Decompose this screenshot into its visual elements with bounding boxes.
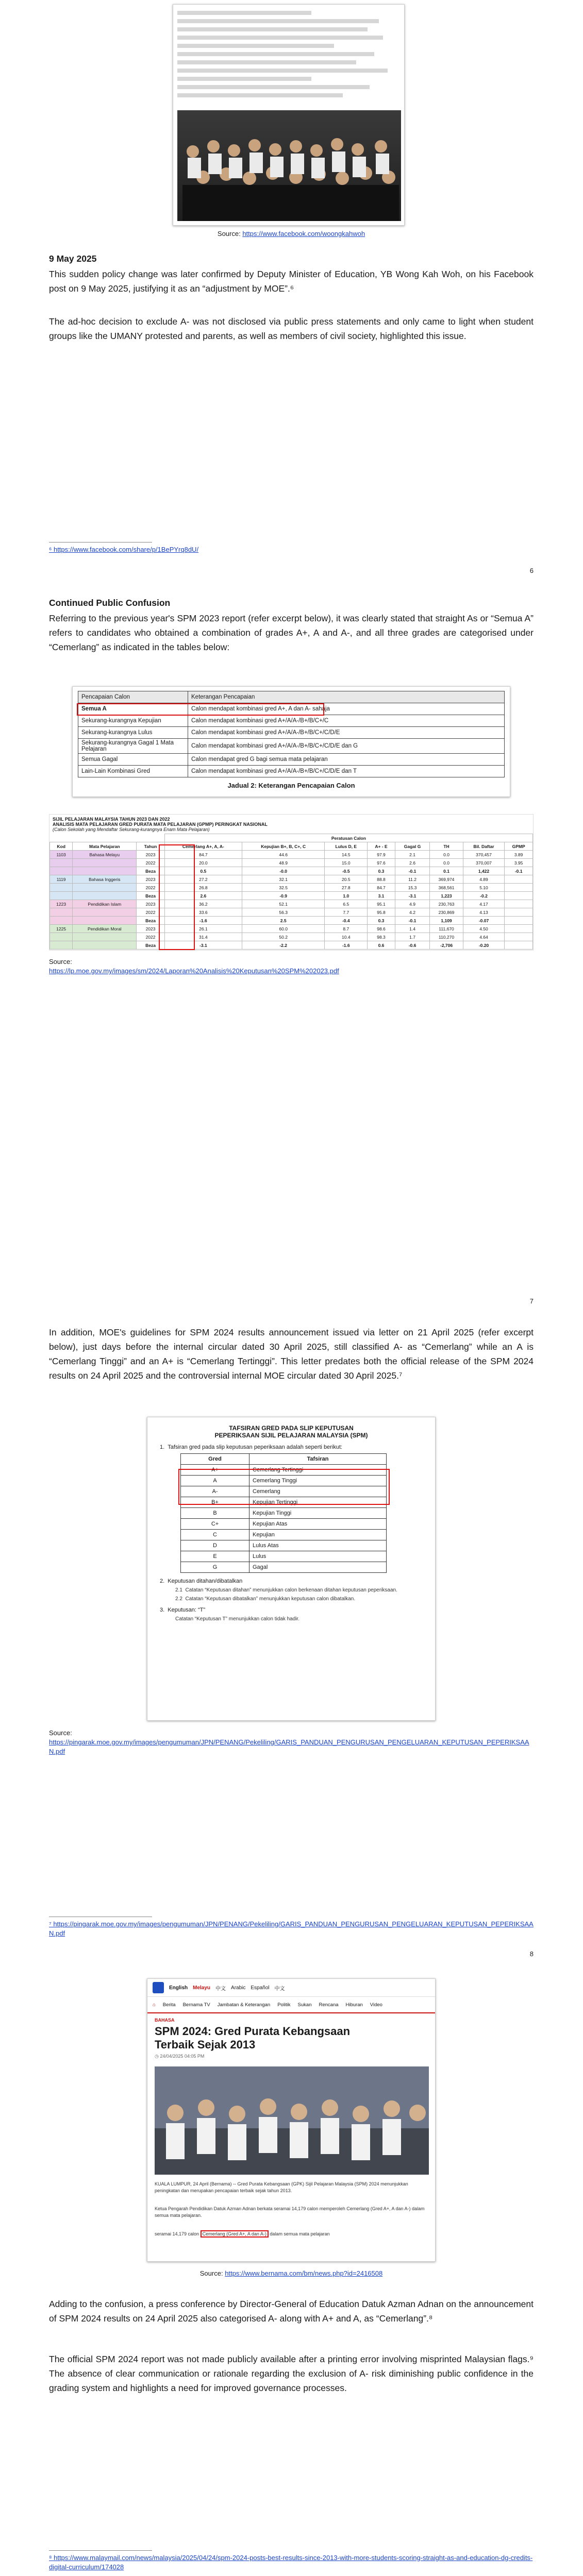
column-header: Bil. Daftar [463, 842, 505, 851]
table-cell: 97.9 [368, 851, 395, 859]
table-cell [50, 892, 73, 900]
table-cell: 98.3 [368, 933, 395, 941]
table-cell: 15.3 [395, 884, 430, 892]
grade-cell: C+ [181, 1519, 249, 1530]
nav-link[interactable]: Hiburan [345, 2002, 363, 2008]
table-cell: Lain-Lain Kombinasi Gred [78, 766, 188, 777]
table-row [50, 867, 533, 875]
table-cell: 8.7 [325, 925, 368, 933]
nav-link[interactable]: Jambatan & Keterangan [217, 2002, 271, 2008]
table-cell: 36.2 [164, 900, 242, 908]
table-cell: Semua Gagal [78, 754, 188, 766]
table-cell: 230,763 [430, 900, 463, 908]
page-number: 8 [529, 1950, 534, 1958]
interpretation-cell: Lulus Atas [249, 1540, 387, 1551]
column-header: TH [430, 842, 463, 851]
table-cell: Sekurang-kurangnya Lulus [78, 727, 188, 739]
source-prefix: Source: [217, 230, 243, 238]
grade-cell: E [181, 1551, 249, 1562]
item-number: 2.2 [175, 1596, 186, 1602]
column-header: Kepujian B+, B, C+, C [242, 842, 325, 851]
table-cell: 110,270 [430, 933, 463, 941]
article-excerpt: KUALA LUMPUR, 24 April (Bernama) -- Gred Purata Kebangsaan (GPK) Sijil Pelajaran Malaysia (SPM) 2024 menunjukkan peningkatan dan merupakan pencapaian terbaik sejak tahun 2013. [155, 2181, 408, 2193]
table-cell: 88.8 [368, 875, 395, 884]
table-cell: 2.5 [242, 917, 325, 925]
item-number: 2. [160, 1578, 168, 1584]
table-cell: 0.3 [368, 867, 395, 875]
table-cell: -1.6 [325, 941, 368, 950]
post-date: 9 May 2025 [49, 253, 97, 264]
source-link[interactable]: https://pingarak.moe.gov.my/images/pengumuman/JPN/PENANG/Pekeliling/GARIS_PANDUAN_PENGURUSAN_PENGELUARAN_KEPUTUSAN_PEPERIKSAAN.pdf [49, 1738, 529, 1755]
table-cell [73, 892, 137, 900]
table-cell: 50.2 [242, 933, 325, 941]
page-6 [49, 0, 534, 582]
lang-link[interactable]: Melayu [193, 1985, 211, 1991]
table-cell: 3.95 [505, 859, 533, 867]
home-icon[interactable]: ⌂ [153, 2002, 156, 2008]
table-cell: 2023 [137, 900, 164, 908]
spm-analysis-table-image [49, 814, 534, 951]
interpretation-cell: Cemerlang Tertinggi [249, 1465, 387, 1476]
page-number: 7 [529, 1297, 534, 1305]
table-cell: 1.7 [395, 933, 430, 941]
table-cell: 11.2 [395, 875, 430, 884]
table-cell: 7.7 [325, 908, 368, 917]
interpretation-cell: Gagal [249, 1562, 387, 1573]
table-title: SIJIL PELAJARAN MALAYSIA TAHUN 2023 DAN 2022 [53, 817, 170, 822]
grade-row [181, 1530, 387, 1540]
table-cell: 370,457 [463, 851, 505, 859]
column-header: Kod [50, 842, 73, 851]
column-header: GPMP [505, 842, 533, 851]
nav-link[interactable]: Berita [162, 2002, 176, 2008]
bernama-logo [153, 1982, 164, 1993]
language-bar [147, 1979, 435, 1997]
highlight-line [155, 2231, 330, 2236]
paragraph: The ad-hoc decision to exclude A- was not disclosed via public press statements and only came to light when student groups like the UMANY protested and parents, as well as members of civil society, highlighted this issue. [49, 316, 534, 341]
grade-row [181, 1540, 387, 1551]
grade-row [181, 1551, 387, 1562]
table-cell [50, 867, 73, 875]
table-cell: 52.1 [242, 900, 325, 908]
table-cell: Beza [137, 867, 164, 875]
table-row [50, 925, 533, 933]
source-prefix: Source: [199, 2269, 225, 2277]
table-cell: 2022 [137, 859, 164, 867]
doc-text: Catatan “Keputusan T” menunjukkan calon tidak hadir. [175, 1616, 300, 1622]
table-cell: 1,422 [463, 867, 505, 875]
table-cell: 0.1 [430, 867, 463, 875]
table-cell: 3.89 [505, 851, 533, 859]
table-cell: 97.6 [368, 859, 395, 867]
table-cell: -0.1 [395, 917, 430, 925]
table-cell: 26.8 [164, 884, 242, 892]
section-heading: Continued Public Confusion [49, 598, 171, 608]
table-cell: 33.6 [164, 908, 242, 917]
lang-link[interactable]: Arabic [231, 1985, 246, 1991]
table-cell: -0.0 [242, 867, 325, 875]
table-cell: 31.4 [164, 933, 242, 941]
table-cell: 2023 [137, 851, 164, 859]
nav-link[interactable]: Sukan [297, 2002, 312, 2008]
article-headline: SPM 2024: Gred Purata Kebangsaan Terbaik Sejak 2013 [155, 2025, 351, 2051]
table-cell: 14.5 [325, 851, 368, 859]
excerpt-text: Ketua Pengarah Pendidikan Datuk Azman Adnan berkata seramai 14,179 calon memperoleh Cemerlang (Gred A+, A dan A-) dalam semua mata pelajaran. [155, 2206, 425, 2218]
table-cell: -0.2 [463, 892, 505, 900]
table-cell [73, 941, 137, 950]
table-cell [505, 917, 533, 925]
table-cell [73, 908, 137, 917]
table-cell: 4.17 [463, 900, 505, 908]
source-link[interactable]: https://lp.moe.gov.my/images/sm/2024/Laporan%20Analisis%20Keputusan%20SPM%202023.pdf [49, 967, 339, 975]
grade-cell: B+ [181, 1497, 249, 1508]
table-cell: 2.1 [395, 851, 430, 859]
table-cell: 2023 [137, 875, 164, 884]
footnote-divider [49, 2550, 152, 2551]
lang-link[interactable]: 中文 [215, 1986, 226, 1992]
table-cell: Bahasa Melayu [73, 851, 137, 859]
grade-cell: A [181, 1476, 249, 1486]
table-row [50, 875, 533, 884]
source-link[interactable]: https://www.facebook.com/woongkahwoh [242, 230, 365, 238]
interpretation-cell: Kepujian [249, 1530, 387, 1540]
table-cell: 60.0 [242, 925, 325, 933]
table-cell: Calon mendapat kombinasi gred A+/A/A-/B+/B/C+/C [188, 715, 505, 727]
paragraph: This sudden policy change was later confirmed by Deputy Minister of Education, YB Wong Kah Woh, on his Facebook post on 9 May 2025, justifying it as an “adjustment by MOE”.⁶ [49, 269, 534, 294]
column-header: Gagal G [395, 842, 430, 851]
grade-cell: B [181, 1508, 249, 1519]
table-cell [505, 875, 533, 884]
table-caption: Jadual 2: Keterangan Pencapaian Calon [227, 782, 355, 789]
table-cell: -0.1 [395, 867, 430, 875]
table-cell: Semua A [78, 703, 188, 715]
table-cell: 1.0 [325, 892, 368, 900]
table-cell: 4.64 [463, 933, 505, 941]
table-cell: -0.07 [463, 917, 505, 925]
page-number: 6 [529, 567, 534, 574]
table-cell: 95.1 [368, 900, 395, 908]
table-row [50, 941, 533, 950]
table-cell: -0.4 [325, 917, 368, 925]
table-cell: -0.5 [325, 867, 368, 875]
page-7 [49, 587, 534, 1314]
table-cell: -2,706 [430, 941, 463, 950]
table-cell: 95.8 [368, 908, 395, 917]
table-cell: Pendidikan Islam [73, 900, 137, 908]
table-cell: 32.1 [242, 875, 325, 884]
table-cell: 0.5 [164, 867, 242, 875]
nav-link[interactable]: Rencana [319, 2002, 339, 2008]
highlight-post: dalam semua mata pelajaran [270, 2231, 330, 2236]
table-cell [50, 884, 73, 892]
table-cell: 230,869 [430, 908, 463, 917]
section-label: BAHASA [155, 2018, 175, 2023]
source-label: Source: [49, 1729, 72, 1737]
table-cell [50, 859, 73, 867]
post-text-image [177, 9, 401, 107]
table-cell: 2022 [137, 884, 164, 892]
table-cell [73, 859, 137, 867]
table-cell: 1223 [50, 900, 73, 908]
grade-cell: D [181, 1540, 249, 1551]
column-header: Tafsiran [249, 1454, 387, 1465]
bernama-source [49, 2269, 534, 2277]
table-cell: -0.6 [395, 941, 430, 950]
table-cell: 84.7 [164, 851, 242, 859]
grade-cell: C [181, 1530, 249, 1540]
table-cell [505, 900, 533, 908]
doc-title: TAFSIRAN GRED PADA SLIP KEPUTUSAN [229, 1425, 354, 1432]
grade-cell: G [181, 1562, 249, 1573]
item-number: 1. [160, 1444, 168, 1450]
interpretation-cell: Cemerlang [249, 1486, 387, 1497]
footnote[interactable]: ⁸ https://www.malaymail.com/news/malaysia/2025/04/24/spm-2024-posts-best-results-since-2013-with-more-students-scoring-straight-as-and-education-dg-credits-digital-curriculum/174028 [49, 2554, 533, 2571]
table-cell: 27.2 [164, 875, 242, 884]
table-cell: Bahasa Inggeris [73, 875, 137, 884]
table-cell: 4.89 [463, 875, 505, 884]
grade-interpretation-document [147, 1417, 436, 1721]
table-cell [505, 925, 533, 933]
table-cell: 1.4 [395, 925, 430, 933]
footnote[interactable]: ⁶ https://www.facebook.com/share/p/1BePYrq8dU/ [49, 546, 199, 553]
nav-link[interactable]: Video [370, 2002, 382, 2008]
column-header: Cemerlang A+, A, A- [164, 842, 242, 851]
table-cell: Beza [137, 941, 164, 950]
highlight-pre: seramai 14,179 calon [155, 2231, 199, 2236]
column-header: Tahun [137, 842, 164, 851]
doc-text: Catatan “Keputusan ditahan” menunjukkan calon berkenaan ditahan keputusan peperiksaan. [185, 1587, 397, 1593]
table-cell: 56.3 [242, 908, 325, 917]
table-cell: 1103 [50, 851, 73, 859]
table-cell [505, 908, 533, 917]
table-cell: 0.0 [430, 851, 463, 859]
column-header: Lulus D, E [325, 842, 368, 851]
table-cell: 84.7 [368, 884, 395, 892]
footnote[interactable]: ⁷ https://pingarak.moe.gov.my/images/pengumuman/JPN/PENANG/Pekeliling/GARIS_PANDUAN_PENGURUSAN_PENGELUARAN_KEPUTUSAN_PEPERIKSAAN.pdf [49, 1920, 534, 1937]
table-cell: 98.6 [368, 925, 395, 933]
table-row [50, 884, 533, 892]
table-cell: 1225 [50, 925, 73, 933]
grade-cell: A+ [181, 1465, 249, 1476]
table-cell: 48.9 [242, 859, 325, 867]
table-cell [50, 933, 73, 941]
table-cell: 111,670 [430, 925, 463, 933]
source-label: Source: [49, 958, 72, 965]
grade-row [181, 1562, 387, 1573]
table-cell: 20.0 [164, 859, 242, 867]
table-row [50, 859, 533, 867]
table-cell: 4.13 [463, 908, 505, 917]
table-cell [505, 933, 533, 941]
facebook-post-screenshot [173, 4, 405, 226]
table-cell: 368,561 [430, 884, 463, 892]
interpretation-cell: Cemerlang Tinggi [249, 1476, 387, 1486]
doc-text: Keputusan ditahan/dibatalkan [168, 1578, 243, 1584]
table-cell: -3.1 [395, 892, 430, 900]
footnote-divider [49, 542, 152, 543]
doc-text: Catatan “Keputusan dibatalkan” menunjukkan keputusan calon dibatalkan. [185, 1596, 356, 1602]
table-cell: 2.6 [395, 859, 430, 867]
column-header: Keterangan Pencapaian [188, 691, 505, 703]
table-cell: Beza [137, 892, 164, 900]
table-cell [50, 917, 73, 925]
table-cell: 369,974 [430, 875, 463, 884]
nav-bar [147, 1997, 435, 2013]
table-row [50, 892, 533, 900]
table-cell: 32.5 [242, 884, 325, 892]
table-cell: 2022 [137, 933, 164, 941]
table-cell [73, 917, 137, 925]
table-cell: 4.9 [395, 900, 430, 908]
lang-link[interactable]: English [169, 1985, 188, 1991]
lang-link[interactable]: Español [251, 1985, 270, 1991]
column-header: Pencapaian Calon [78, 691, 188, 703]
paragraph: The official SPM 2024 report was not made publicly available after a printing error involving misprinted Malaysian flags.⁹ The absence of clear communication or rationale regarding the exclusion of A- risk diminishing public confidence in the grading system and highlights a need for improved governance processes. [49, 2354, 534, 2393]
interpretation-cell: Kepujian Tertinggi [249, 1497, 387, 1508]
table-cell: 0.0 [430, 859, 463, 867]
header-row [50, 842, 533, 851]
table-cell: 2022 [137, 908, 164, 917]
table-cell [50, 941, 73, 950]
column-header: A+ - E [368, 842, 395, 851]
table-cell: 1,109 [430, 917, 463, 925]
table-cell: 5.10 [463, 884, 505, 892]
table-cell: -3.1 [164, 941, 242, 950]
table-cell: -0.20 [463, 941, 505, 950]
table-row [50, 933, 533, 941]
table-cell: 15.0 [325, 859, 368, 867]
table-cell: 0.6 [368, 941, 395, 950]
paragraph: Adding to the confusion, a press conference by Director-General of Education Datuk Azman Adnan on the announcement of SPM 2024 results on 24 April 2025 also categorised A- along with A+ and A, as “Cemerlang”.⁸ [49, 2299, 534, 2324]
table-cell: Calon mendapat kombinasi gred A+/A/A-/B+/B/C+/C/D/E dan G [188, 739, 505, 754]
paragraph: Referring to the previous year's SPM 2023 report (refer excerpt below), it was clearly stated that straight As or “Semua A” refers to candidates who obtained a combination of grades A+, A and A-, and all three grades are categorised under “Cemerlang” as indicated in the tables below: [49, 613, 534, 652]
article-photo [155, 2066, 429, 2175]
table-cell: Pendidikan Moral [73, 925, 137, 933]
highlight-box [159, 844, 195, 950]
column-header: Gred [181, 1454, 249, 1465]
interpretation-cell: Kepujian Atas [249, 1519, 387, 1530]
table-subtitle: (Calon Sekolah yang Mendaftar Sekurang-kurangnya Enam Mata Pelajaran) [53, 827, 210, 832]
grade-row [181, 1508, 387, 1519]
table-cell: 2.6 [164, 892, 242, 900]
lang-link[interactable]: 中文 [274, 1986, 285, 1992]
grade-cell: A- [181, 1486, 249, 1497]
photo-source [49, 230, 534, 238]
table-body [50, 851, 533, 950]
table-cell: -0.1 [505, 867, 533, 875]
clock-icon: ◷ [155, 2054, 160, 2059]
table-row [50, 908, 533, 917]
paragraph: In addition, MOE's guidelines for SPM 2024 results announcement issued via letter on 21 April 2025 (refer excerpt below), just days before the internal circular dated 30 April 2025, still classified A- as “Cemerlang” while an A is “Cemerlang Tinggi” and an A+ is “Cemerlang Tertinggi”. This letter predates both the official release of the SPM 2024 results on 24 April 2025 and the controversial internal MOE circular dated 30 April 2025.⁷ [49, 1327, 534, 1381]
table-cell: 20.5 [325, 875, 368, 884]
bernama-article-screenshot [147, 1978, 436, 2262]
table-cell: -0.9 [242, 892, 325, 900]
highlight-box [77, 703, 324, 716]
table-cell: 10.4 [325, 933, 368, 941]
table-cell: 370,007 [463, 859, 505, 867]
table-cell: Calon mendapat kombinasi gred A+/A/A-/B+/B/C+/C/D/E [188, 727, 505, 739]
interpretation-cell: Kepujian Tinggi [249, 1508, 387, 1519]
table-cell: 26.1 [164, 925, 242, 933]
table-cell: 4.2 [395, 908, 430, 917]
item-number: 3. [160, 1607, 168, 1613]
table-row [50, 900, 533, 908]
page-9 [49, 1973, 534, 2576]
table-cell: 0.3 [368, 917, 395, 925]
table-cell: 4.50 [463, 925, 505, 933]
table-cell: Sekurang-kurangnya Gagal 1 Mata Pelajaran [78, 739, 188, 754]
table-cell [505, 892, 533, 900]
table-cell: Calon mendapat kombinasi gred A+, A dan A- sahaja [188, 703, 505, 715]
table-cell: -2.2 [242, 941, 325, 950]
category-table-image [72, 686, 510, 797]
table-cell: Calon mendapat gred G bagi semua mata pelajaran [188, 754, 505, 766]
table-cell: 2023 [137, 925, 164, 933]
doc-text: Tafsiran gred pada slip keputusan peperiksaan adalah seperti berikut: [168, 1444, 343, 1450]
table-row [50, 917, 533, 925]
table-cell [73, 867, 137, 875]
table-cell: 27.8 [325, 884, 368, 892]
table-cell [73, 884, 137, 892]
table-cell [73, 933, 137, 941]
table-cell: -1.6 [164, 917, 242, 925]
item-number: 2.1 [175, 1587, 186, 1593]
table-cell: 3.1 [368, 892, 395, 900]
column-header: Mata Pelajaran [73, 842, 137, 851]
grade-row [181, 1519, 387, 1530]
doc-title: PEPERIKSAAN SIJIL PELAJARAN MALAYSIA (SPM) [214, 1432, 368, 1439]
doc-text: Keputusan: “T” [168, 1607, 206, 1613]
page-8 [49, 1319, 534, 1963]
table-title: ANALISIS MATA PELAJARAN GRED PURATA MATA PELAJARAN (GPMP) PERINGKAT NASIONAL [53, 822, 268, 827]
table-cell: 1119 [50, 875, 73, 884]
article-date: 24/04/2025 04:05 PM [160, 2054, 205, 2059]
table-cell: Calon mendapat kombinasi gred A+/A/A-/B+/B/C+/C/D/E dan T [188, 766, 505, 777]
table-row [50, 851, 533, 859]
table-cell: 6.5 [325, 900, 368, 908]
nav-link[interactable]: Bernama TV [182, 2002, 210, 2008]
highlight-box [178, 1469, 390, 1505]
table-cell: Beza [137, 917, 164, 925]
table-cell [50, 908, 73, 917]
table-cell: 44.6 [242, 851, 325, 859]
article-excerpt [155, 2206, 429, 2219]
table-cell: Sekurang-kurangnya Kepujian [78, 715, 188, 727]
nav-link[interactable]: Politik [277, 2002, 291, 2008]
group-photo [177, 110, 401, 221]
spm-analysis-table [49, 834, 533, 950]
interpretation-cell: Lulus [249, 1551, 387, 1562]
source-link[interactable]: https://www.bernama.com/bm/news.php?id=2416508 [225, 2269, 383, 2277]
table-cell [505, 884, 533, 892]
group-header: Peratusan Calon [164, 834, 532, 842]
highlight-text: Cemerlang (Gred A+, A dan A-) [201, 2230, 269, 2238]
table-cell [505, 941, 533, 950]
table-cell: 1,223 [430, 892, 463, 900]
